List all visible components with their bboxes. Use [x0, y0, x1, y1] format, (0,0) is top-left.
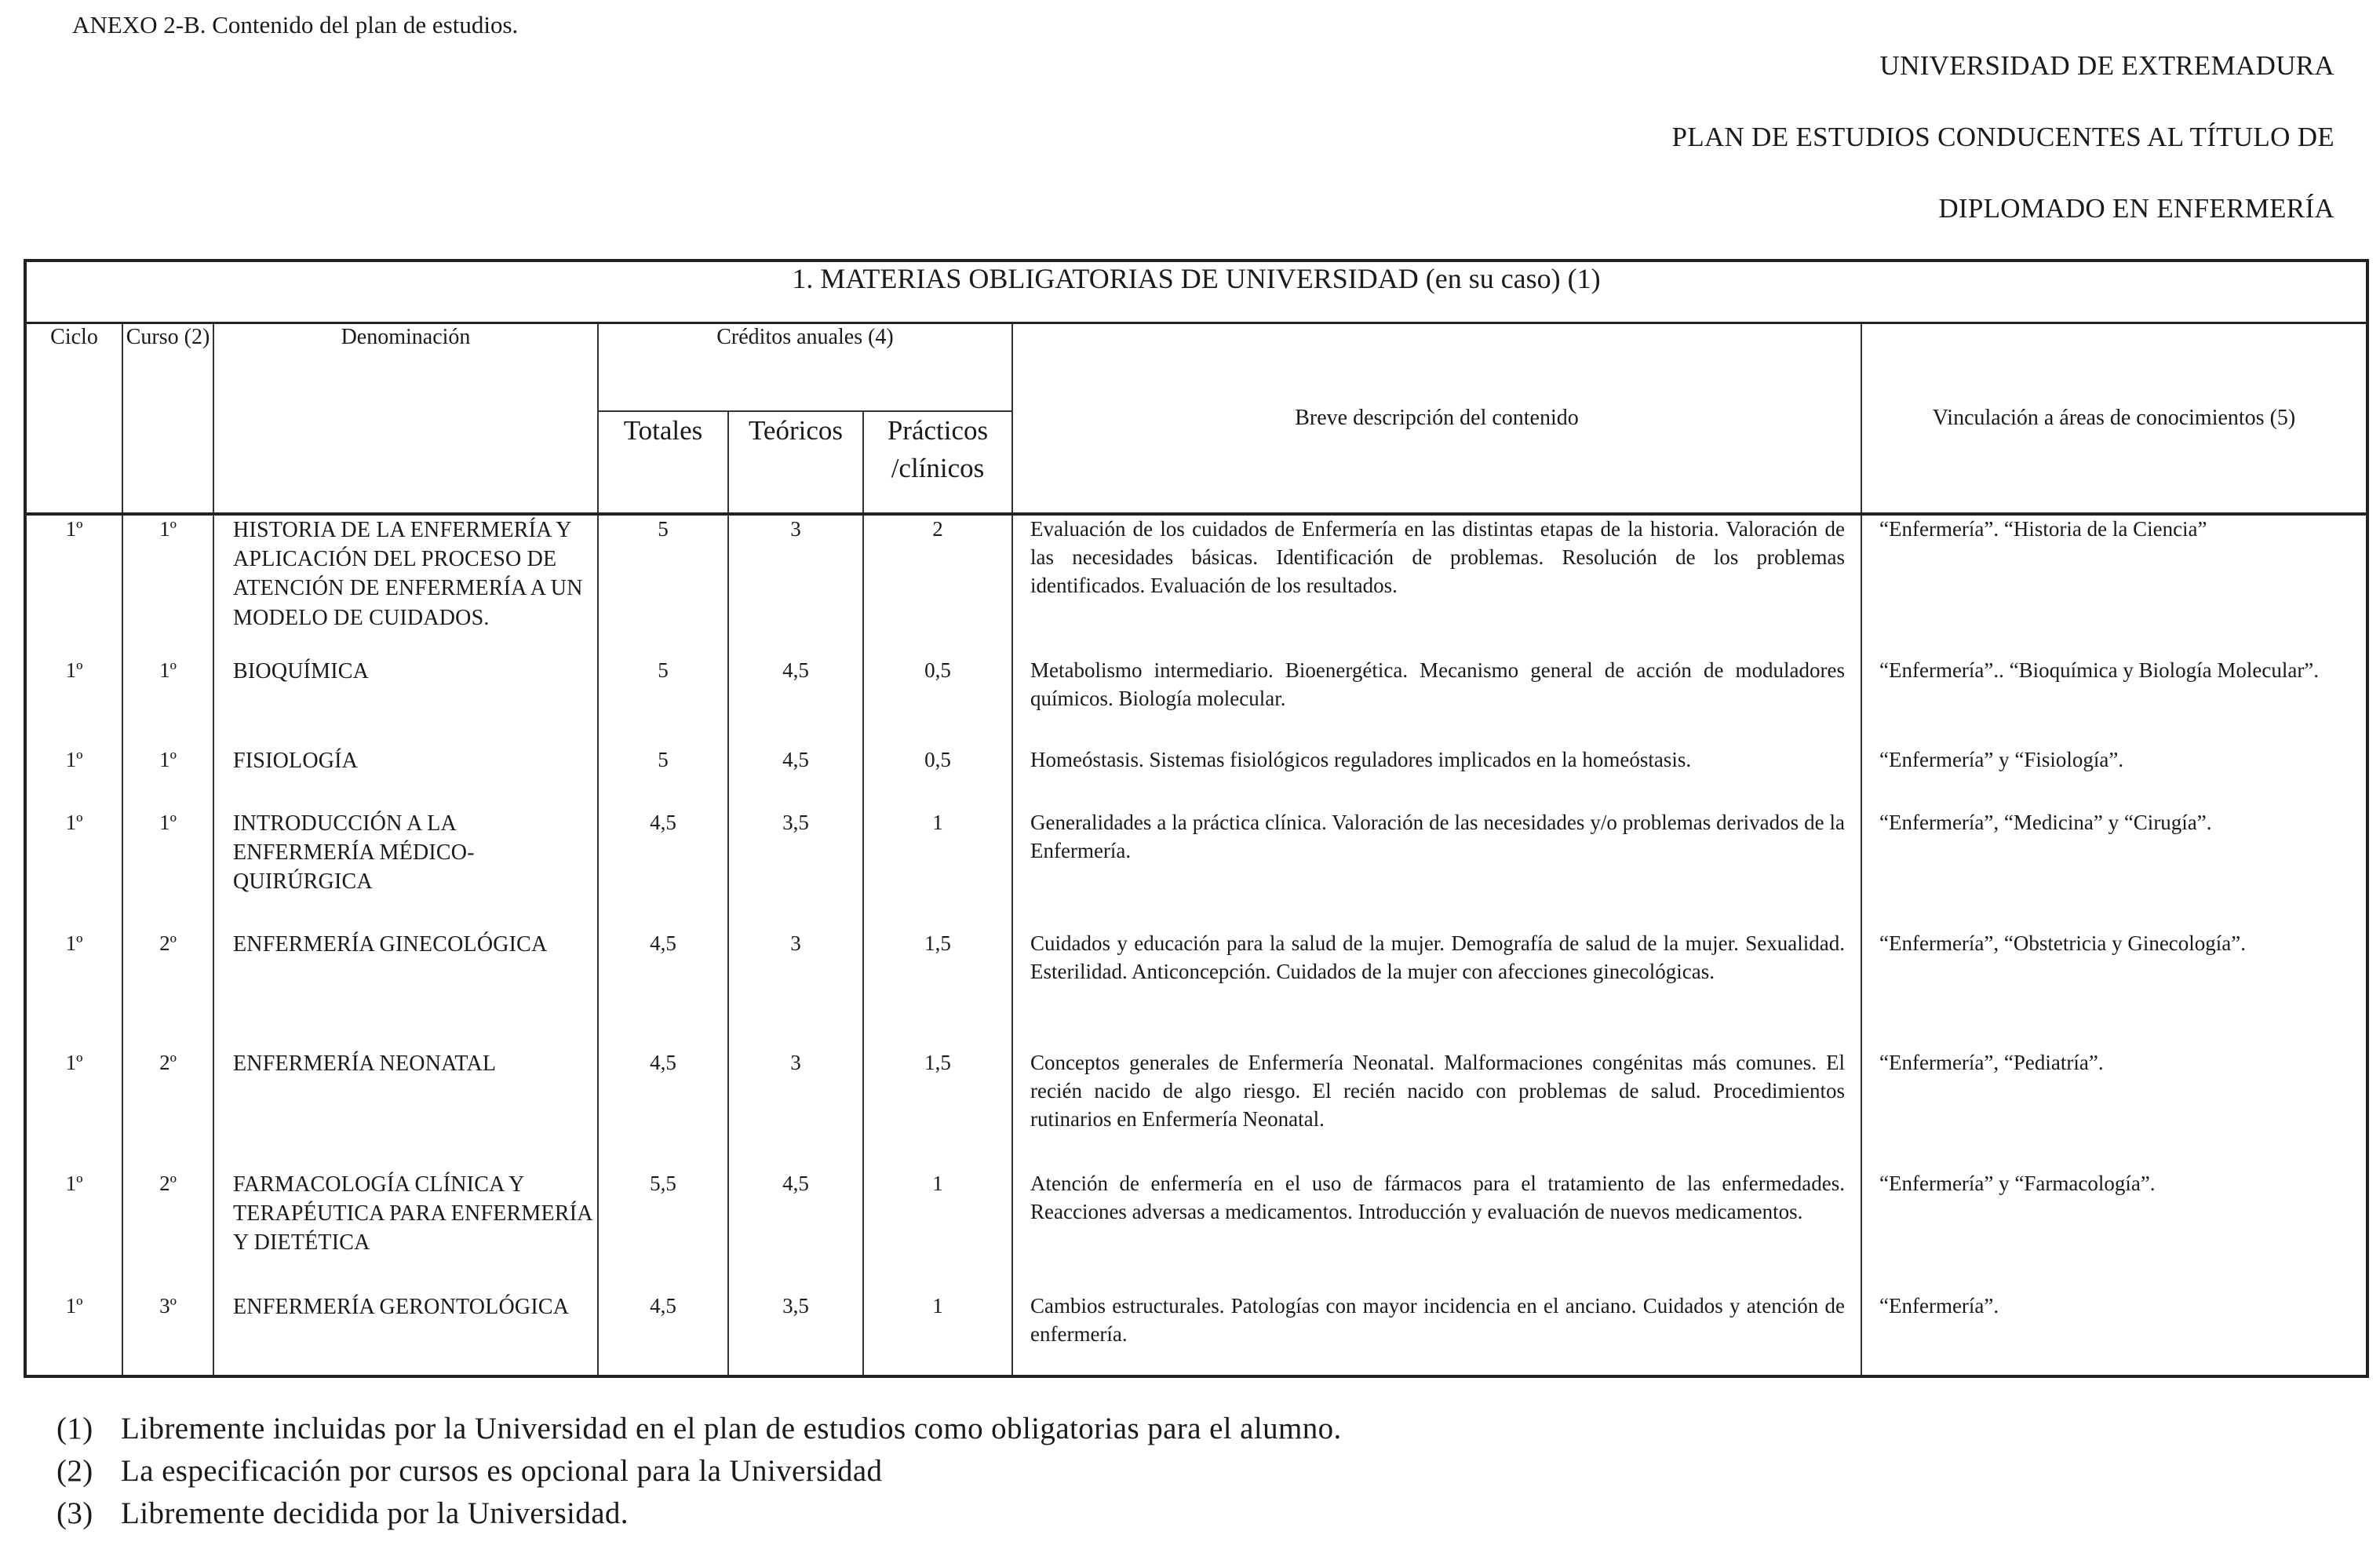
footnote-text: Libremente incluidas por la Universidad en el plan de estudios como obligatorias para el alumno. — [121, 1412, 1342, 1445]
table-row — [25, 1292, 2367, 1376]
cell-teoricos: 3 — [728, 930, 863, 1049]
cell-vinculacion: “Enfermería”.. “Bioquímica y Biología Molecular”. — [1861, 657, 2367, 746]
cell-denominacion: HISTORIA DE LA ENFERMERÍA Y APLICACIÓN DEL PROCESO DE ATENCIÓN DE ENFERMERÍA A UN MODELO DE CUIDADOS. — [213, 514, 598, 657]
cell-denominacion: BIOQUÍMICA — [213, 657, 598, 746]
cell-totales: 4,5 — [598, 1292, 728, 1376]
col-vinculacion: Vinculación a áreas de conocimientos (5) — [1861, 323, 2367, 515]
cell-curso: 1º — [122, 514, 213, 657]
col-creditos: Créditos anuales (4) — [598, 323, 1012, 412]
cell-curso: 1º — [122, 657, 213, 746]
col-practicos: Prácticos /clínicos — [863, 411, 1012, 514]
cell-descripcion: Generalidades a la práctica clínica. Valoración de las necesidades y/o problemas derivados de la Enfermería. — [1012, 809, 1861, 930]
footnote-number: (2) — [56, 1454, 93, 1488]
cell-vinculacion: “Enfermería”, “Obstetricia y Ginecología”. — [1861, 930, 2367, 1049]
cell-totales: 5 — [598, 657, 728, 746]
footnote-text: La especificación por cursos es opcional para la Universidad — [121, 1454, 883, 1488]
cell-denominacion: ENFERMERÍA NEONATAL — [213, 1049, 598, 1170]
annex-label: ANEXO 2-B. Contenido del plan de estudios. — [72, 11, 519, 38]
cell-ciclo: 1º — [25, 930, 122, 1049]
col-totales: Totales — [598, 411, 728, 514]
cell-ciclo: 1º — [25, 1049, 122, 1170]
cell-descripcion: Metabolismo intermediario. Bioenergética. Mecanismo general de acción de moduladores químicos. Biología molecular. — [1012, 657, 1861, 746]
cell-denominacion: ENFERMERÍA GINECOLÓGICA — [213, 930, 598, 1049]
footnote-number: (1) — [56, 1412, 93, 1445]
degree-title: DIPLOMADO EN ENFERMERÍA — [1938, 193, 2334, 224]
cell-totales: 5 — [598, 514, 728, 657]
cell-ciclo: 1º — [25, 1170, 122, 1292]
cell-practicos: 1,5 — [863, 1049, 1012, 1170]
cell-denominacion: INTRODUCCIÓN A LA ENFERMERÍA MÉDICO-QUIRÚRGICA — [213, 809, 598, 930]
cell-descripcion: Evaluación de los cuidados de Enfermería en las distintas etapas de la historia. Valoración de las necesidades básicas. Identificación de problemas. Resolución de los problemas identificados. Evaluación de los resultados. — [1012, 514, 1861, 657]
cell-teoricos: 3 — [728, 514, 863, 657]
col-ciclo: Ciclo — [25, 323, 122, 515]
cell-practicos: 1 — [863, 809, 1012, 930]
table-title: 1. MATERIAS OBLIGATORIAS DE UNIVERSIDAD (en su caso) (1) — [25, 261, 2367, 323]
cell-totales: 5 — [598, 746, 728, 809]
cell-teoricos: 3,5 — [728, 1292, 863, 1376]
cell-totales: 4,5 — [598, 809, 728, 930]
cell-vinculacion: “Enfermería”. — [1861, 1292, 2367, 1376]
col-curso: Curso (2) — [122, 323, 213, 515]
cell-teoricos: 3 — [728, 1049, 863, 1170]
cell-curso: 2º — [122, 1170, 213, 1292]
table-row — [25, 930, 2367, 1049]
cell-teoricos: 4,5 — [728, 657, 863, 746]
cell-descripcion: Atención de enfermería en el uso de fármacos para el tratamiento de las enfermedades. Reacciones adversas a medicamentos. Introducción y evaluación de nuevos medicamentos. — [1012, 1170, 1861, 1292]
footnote — [56, 1496, 629, 1531]
cell-ciclo: 1º — [25, 1292, 122, 1376]
cell-curso: 3º — [122, 1292, 213, 1376]
cell-vinculacion: “Enfermería”, “Medicina” y “Cirugía”. — [1861, 809, 2367, 930]
col-denominacion: Denominación — [213, 323, 598, 515]
footnote-number: (3) — [56, 1496, 93, 1530]
cell-practicos: 2 — [863, 514, 1012, 657]
table-row — [25, 514, 2367, 657]
cell-vinculacion: “Enfermería”, “Pediatría”. — [1861, 1049, 2367, 1170]
table-row — [25, 809, 2367, 930]
cell-ciclo: 1º — [25, 746, 122, 809]
cell-practicos: 0,5 — [863, 746, 1012, 809]
cell-teoricos: 4,5 — [728, 1170, 863, 1292]
cell-vinculacion: “Enfermería”. “Historia de la Ciencia” — [1861, 514, 2367, 657]
cell-practicos: 1,5 — [863, 930, 1012, 1049]
footnote — [56, 1453, 882, 1489]
cell-ciclo: 1º — [25, 809, 122, 930]
cell-descripcion: Cuidados y educación para la salud de la mujer. Demografía de salud de la mujer. Sexualidad. Esterilidad. Anticoncepción. Cuidados de la mujer con afecciones ginecológicas. — [1012, 930, 1861, 1049]
footnote-text: Libremente decidida por la Universidad. — [121, 1496, 629, 1530]
cell-ciclo: 1º — [25, 514, 122, 657]
cell-denominacion: FARMACOLOGÍA CLÍNICA Y TERAPÉUTICA PARA ENFERMERÍA Y DIETÉTICA — [213, 1170, 598, 1292]
cell-practicos: 0,5 — [863, 657, 1012, 746]
cell-denominacion: FISIOLOGÍA — [213, 746, 598, 809]
table-row — [25, 1170, 2367, 1292]
cell-curso: 1º — [122, 809, 213, 930]
cell-practicos: 1 — [863, 1292, 1012, 1376]
cell-practicos: 1 — [863, 1170, 1012, 1292]
cell-descripcion: Conceptos generales de Enfermería Neonatal. Malformaciones congénitas más comunes. El recién nacido de algo riesgo. El recién nacido con problemas de salud. Procedimientos rutinarios en Enfermería Neonatal. — [1012, 1049, 1861, 1170]
table-row — [25, 657, 2367, 746]
col-descripcion: Breve descripción del contenido — [1012, 323, 1861, 515]
cell-teoricos: 4,5 — [728, 746, 863, 809]
university-name: UNIVERSIDAD DE EXTREMADURA — [1879, 50, 2334, 81]
cell-curso: 2º — [122, 1049, 213, 1170]
cell-vinculacion: “Enfermería” y “Fisiología”. — [1861, 746, 2367, 809]
cell-curso: 2º — [122, 930, 213, 1049]
plan-title: PLAN DE ESTUDIOS CONDUCENTES AL TÍTULO DE — [1671, 122, 2334, 152]
cell-ciclo: 1º — [25, 657, 122, 746]
subjects-table — [24, 259, 2369, 1378]
cell-teoricos: 3,5 — [728, 809, 863, 930]
cell-totales: 4,5 — [598, 930, 728, 1049]
cell-descripcion: Cambios estructurales. Patologías con mayor incidencia en el anciano. Cuidados y atención de enfermería. — [1012, 1292, 1861, 1376]
cell-totales: 5,5 — [598, 1170, 728, 1292]
footnote — [56, 1411, 1342, 1446]
table-row — [25, 746, 2367, 809]
cell-denominacion: ENFERMERÍA GERONTOLÓGICA — [213, 1292, 598, 1376]
cell-descripcion: Homeóstasis. Sistemas fisiológicos reguladores implicados en la homeóstasis. — [1012, 746, 1861, 809]
cell-vinculacion: “Enfermería” y “Farmacología”. — [1861, 1170, 2367, 1292]
col-teoricos: Teóricos — [728, 411, 863, 514]
cell-curso: 1º — [122, 746, 213, 809]
table-row — [25, 1049, 2367, 1170]
cell-totales: 4,5 — [598, 1049, 728, 1170]
